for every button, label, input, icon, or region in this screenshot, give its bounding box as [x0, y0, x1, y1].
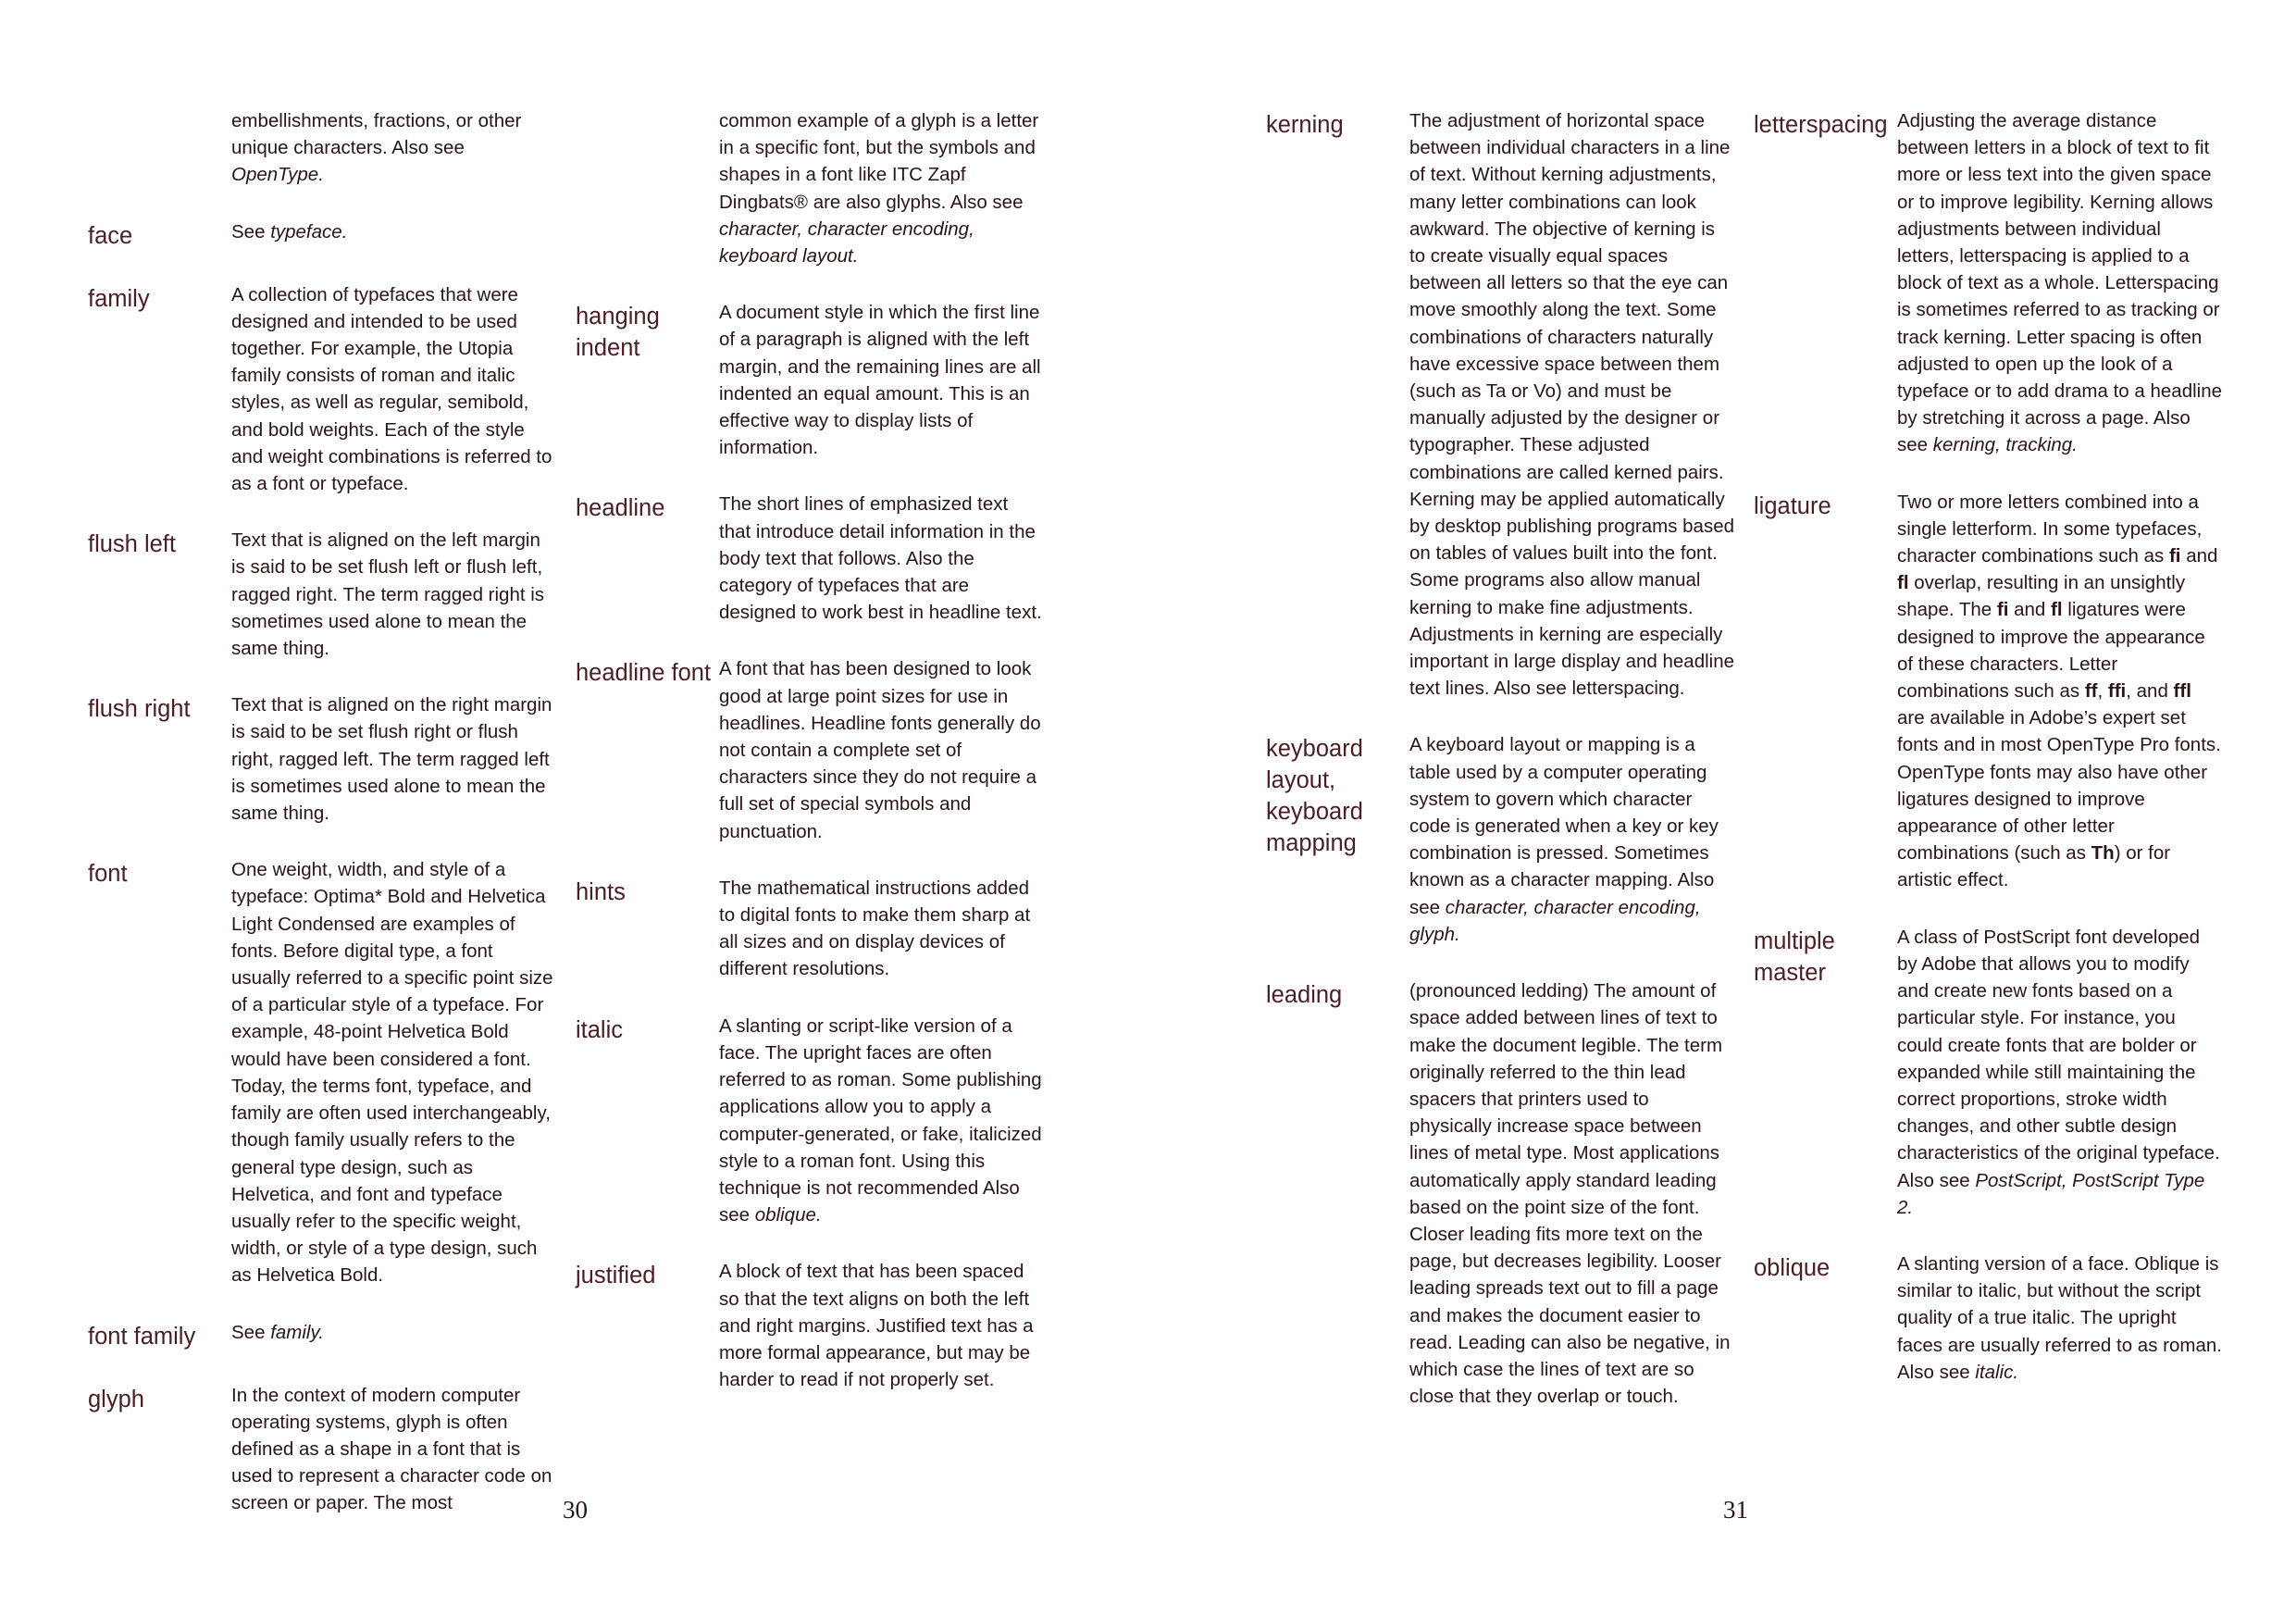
- glossary-entry: [1754, 489, 2223, 894]
- glossary-definition: See family.: [231, 1321, 324, 1343]
- glossary-term: font: [88, 861, 128, 888]
- glossary-entry: [88, 1319, 557, 1352]
- glossary-term: kerning: [1266, 112, 1344, 138]
- glossary-entry: [576, 655, 1045, 844]
- glossary-entry: [88, 281, 557, 498]
- right-page-column-2: [1754, 107, 2223, 1415]
- glossary-entry: [1754, 107, 2223, 459]
- glossary-term: keyboard layout, keyboard mapping: [1266, 736, 1363, 857]
- glossary-entry: [576, 875, 1045, 983]
- glossary-term: font family: [88, 1323, 196, 1350]
- glossary-definition: Text that is aligned on the right margin is said to be set flush right or flush right, ragged left. The term ragged left is sometimes used alone to mean the same thing.: [231, 694, 552, 825]
- ligature-example: ffi: [2107, 680, 2127, 703]
- glossary-term: ligature: [1754, 492, 1831, 519]
- glossary-term: flush right: [88, 696, 191, 723]
- ligature-example: fi: [1996, 599, 2009, 621]
- glossary-definition: A slanting or script-like version of a face. The upright faces are often referred to as roman. Some publishing applications allow you to apply a computer-generated, or fake, italicized style to a roman font. Using this technique is not recommended Also see oblique.: [719, 1014, 1042, 1226]
- ligature-example: ff: [2084, 680, 2098, 703]
- glossary-definition: A font that has been designed to look good at large point sizes for use in headlines. Headline fonts generally do not contain a complete set of characters since they do not require a full set of special symbols and punctuation.: [719, 658, 1041, 842]
- glossary-term: letterspacing: [1754, 112, 1888, 138]
- glossary-term: headline font: [576, 660, 712, 687]
- ligature-example: fl: [1897, 572, 1909, 594]
- glossary-term: [576, 107, 719, 269]
- glossary-entry: [88, 1382, 557, 1517]
- glossary-definition: The mathematical instructions added to digital fonts to make them sharp at all sizes and on display devices of different resolutions.: [719, 877, 1031, 980]
- page-number-left: 30: [563, 1496, 588, 1524]
- glossary-entry: [88, 856, 557, 1288]
- glossary-term: hanging indent: [576, 304, 660, 362]
- glossary-definition: Adjusting the average distance between letters in a block of text to fit more or less text into the given space or to improve legibility. Kerning allows adjustments between individual letters, letterspacing is applied to a block of text as a whole. Letterspacing is sometimes referred to as tracking or track kerning. Letter spacing is often adjusted to open up the look of a typeface or to add drama to a headline by stretching it across a page. Also see kerning, tracking.: [1897, 110, 2223, 456]
- ligature-example: fi: [2168, 545, 2181, 567]
- glossary-definition: A block of text that has been spaced so that the text aligns on both the left and right margins. Justified text has a more formal appearance, but may be harder to read if not properly set.: [719, 1261, 1034, 1391]
- glossary-entry: [1266, 731, 1735, 948]
- page-number-right: 31: [1723, 1496, 1748, 1524]
- glossary-term: leading: [1266, 982, 1343, 1009]
- glossary-entry: [576, 107, 1045, 269]
- glossary-term: flush left: [88, 531, 176, 558]
- glossary-definition: In the context of modern computer operating systems, glyph is often defined as a shape in a font that is used to represent a character code on screen or paper. The most: [231, 1384, 552, 1514]
- glossary-definition: The short lines of emphasized text that introduce detail information in the body text that follows. Also the category of typefaces that are designed to work best in headline text.: [719, 493, 1042, 624]
- right-page-column-1: [1266, 107, 1735, 1439]
- glossary-entry: [88, 107, 557, 189]
- glossary-definition: See typeface.: [231, 220, 348, 243]
- glossary-term: family: [88, 285, 150, 312]
- glossary-term: [88, 107, 231, 189]
- glossary-entry: [576, 299, 1045, 461]
- glossary-entry: [88, 218, 557, 252]
- glossary-definition: Two or more letters combined into a single letterform. In some typefaces, character combinations such as fi and fl overlap, resulting in an unsightly shape. The fi and fl ligatures were designed to improve the appearance of these characters. Letter combinations such as ff, ffi, and ffl are available in Adobe’s expert set fonts and in most OpenType Pro fonts. OpenType fonts may also have other ligatures designed to improve appearance of other letter combinations (such as Th) or for artistic effect.: [1897, 491, 2221, 891]
- glossary-entry: [1754, 1251, 2223, 1386]
- glossary-entry: [1266, 107, 1735, 702]
- glossary-definition: The adjustment of horizontal space between individual characters in a line of text. Without kerning adjustments, many letter combinations can look awkward. The objective of kerning is to create visually equal spaces between all letters so that the eye can move smoothly along the text. Some combinations of characters naturally have excessive space between them (such as Ta or Vo) and must be manually adjusted by the designer or typographer. These adjusted combinations are called kerned pairs. Kerning may be applied automatically by desktop publishing programs based on tables of values built into the font. Some programs also allow manual kerning to make fine adjustments. Adjustments in kerning are especially important in large display and headline text lines. Also see letterspacing.: [1409, 110, 1735, 700]
- glossary-definition: A document style in which the first line of a paragraph is aligned with the left margin, and the remaining lines are all indented an equal amount. This is an effective way to display lists of information.: [719, 302, 1041, 459]
- glossary-definition: A collection of typefaces that were designed and intended to be used together. For example, the Utopia family consists of roman and italic styles, as well as regular, semibold, and bold weights. Each of the style and weight combinations is referred to as a font or typeface.: [231, 283, 552, 495]
- glossary-entry: [88, 527, 557, 662]
- left-page-column-2: [576, 107, 1045, 1423]
- glossary-entry: [576, 1258, 1045, 1393]
- glossary-definition: embellishments, fractions, or other unique characters. Also see OpenType.: [231, 110, 522, 186]
- glossary-definition: common example of a glyph is a letter in a specific font, but the symbols and shapes in a font like ITC Zapf Dingbats® are also glyphs. Also see character, character encoding, keyboard layout.: [719, 110, 1039, 268]
- glossary-entry: [576, 1013, 1045, 1229]
- glossary-term: justified: [576, 1263, 656, 1289]
- glossary-term: oblique: [1754, 1254, 1831, 1281]
- glossary-term: headline: [576, 495, 665, 522]
- glossary-entry: [576, 491, 1045, 626]
- glossary-definition: A slanting version of a face. Oblique is similar to italic, but without the script quality of a true italic. The upright faces are usually referred to as roman. Also see italic.: [1897, 1252, 2222, 1383]
- glossary-definition: A keyboard layout or mapping is a table used by a computer operating system to govern which character code is generated when a key or key combination is pressed. Sometimes known as a character mapping. Also see character, character encoding, glyph.: [1409, 734, 1719, 945]
- ligature-example: ffl: [2173, 680, 2191, 703]
- glossary-entry: [1266, 977, 1735, 1410]
- ligature-example: Th: [2091, 842, 2115, 865]
- glossary-term: glyph: [88, 1386, 144, 1413]
- left-page-column-1: [88, 107, 557, 1547]
- glossary-definition: One weight, width, and style of a typeface: Optima* Bold and Helvetica Light Condensed are examples of fonts. Before digital type, a font usually referred to a specific point size of a particular style of a typeface. For example, 48-point Helvetica Bold would have been considered a font. Today, the terms font, typeface, and family are often used interchangeably, though family usually refers to the general type design, such as Helvetica, and font and typeface usually refer to the specific weight, width, or style of a type design, such as Helvetica Bold.: [231, 859, 553, 1287]
- glossary-term: face: [88, 222, 133, 249]
- glossary-definition: Text that is aligned on the left margin is said to be set flush left or flush left, ragged right. The term ragged right is sometimes used alone to mean the same thing.: [231, 529, 545, 660]
- glossary-definition: A class of PostScript font developed by Adobe that allows you to modify and create new fonts based on a particular style. For instance, you could create fonts that are bolder or expanded while still maintaining the correct proportions, stroke width changes, and other subtle design characteristics of the original typeface. Also see PostScript, PostScript Type 2.: [1897, 926, 2220, 1218]
- ligature-example: fl: [2051, 599, 2063, 621]
- glossary-term: hints: [576, 878, 626, 905]
- glossary-entry: [88, 691, 557, 827]
- glossary-term: italic: [576, 1016, 624, 1043]
- glossary-term: multiple master: [1754, 927, 1835, 986]
- glossary-definition: (pronounced ledding) The amount of space added between lines of text to make the document legible. The term originally referred to the thin lead spacers that printers used to physically increase space between lines of metal type. Most applications automatically apply standard leading based on the point size of the font. Closer leading fits more text on the page, but decreases legibility. Looser leading spreads text out to fill a page and makes the document easier to read. Leading can also be negative, in which case the lines of text are so close that they overlap or touch.: [1409, 980, 1731, 1408]
- glossary-entry: [1754, 924, 2223, 1221]
